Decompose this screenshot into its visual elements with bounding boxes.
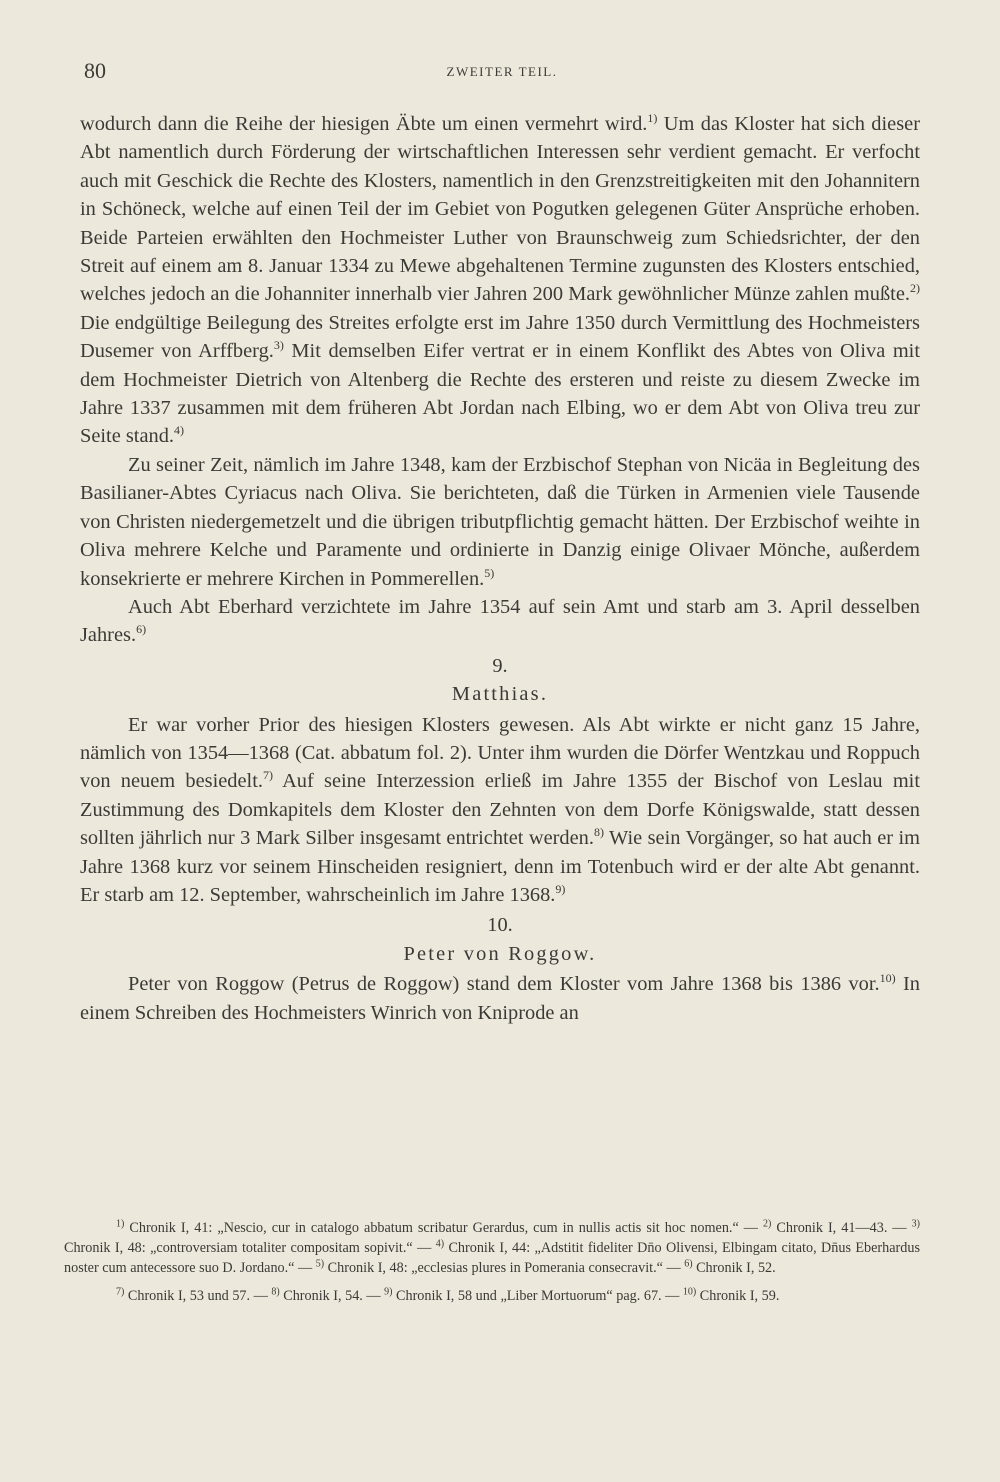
footnote-marker: 9) xyxy=(384,1286,393,1298)
text-run: Chronik I, 41—43. — xyxy=(771,1220,912,1236)
section-title: Peter von Roggow. xyxy=(403,942,597,965)
section-title: Matthias. xyxy=(451,683,549,706)
footnote-reference: 8) xyxy=(593,825,604,840)
footnote-group xyxy=(64,1218,920,1306)
page-header xyxy=(84,58,920,88)
text-run: Chronik I, 53 und 57. — xyxy=(124,1288,272,1304)
text-run: Chronik I, 54. — xyxy=(279,1288,385,1304)
text-run: Chronik I, 48: „controversiam totaliter compositam sopivit.“ — xyxy=(64,1240,436,1256)
text-run: Auch Abt Eberhard verzichtete im Jahre 1354 auf sein Amt und starb am 3. April desselben Jahres. xyxy=(80,595,920,647)
text-run: Mit demselben Eifer vertrat er in einem Konflikt des Abtes von Oliva mit dem Hochmeister Dietrich von Altenberg die Rechte des ersteren und reiste zu diesem Zwecke im Jahre 1337 zusammen mit dem früheren Abt Jordan nach Elbing, wo er dem Abt von Oliva treu zur Seite stand. xyxy=(80,340,921,448)
footnote-marker: 8) xyxy=(271,1286,280,1298)
footnote-block xyxy=(64,1218,920,1278)
text-run: Chronik I, 41: „Nescio, cur in catalogo abbatum scribatur Gerardus, cum in nullis actis sit hoc nomen.“ — xyxy=(124,1220,764,1236)
footnote-reference: 2) xyxy=(910,281,920,296)
footnote-marker: 6) xyxy=(684,1258,693,1270)
footnotes xyxy=(64,1218,920,1314)
footnote-marker: 4) xyxy=(435,1238,445,1250)
section-number: 10. xyxy=(487,914,513,937)
paragraph xyxy=(80,711,920,910)
text-run: Chronik I, 44: „Adstitit fideliter Dn̄o Olivensi, Elbingam citato, Dn̄us Eberhardus noster cum antecessore suo D. Jordano.“ — xyxy=(64,1240,920,1276)
paragraph-group-1 xyxy=(80,110,920,650)
paragraph-group-2 xyxy=(80,711,920,910)
text-run: Auf seine Interzession erließ im Jahre 1355 der Bischof von Leslau mit Zustimmung des Domkapitels dem Kloster den Zehnten von dem Dorfe Königswalde, statt dessen sollten jährlich nur 3 Mark Silber insgesamt entrichtet werden. xyxy=(80,770,921,850)
text-run: Um das Kloster hat sich dieser Abt namentlich durch Förderung der wirtschaftlichen Interessen sehr verdient gemacht. Er verfocht auch mit Geschick die Rechte des Klosters, namentlich in den Grenzstreitigkeiten mit den Johannitern in Schöneck, welche auf einen Teil der im Gebiet von Pogutken gelegenen Güter Ansprüche erhoben. Beide Parteien erwählten den Hochmeister Luther von Braunschweig zum Schiedsrichter, der den Streit auf einem am 8. Januar 1334 zu Mewe abgehaltenen Termine zugunsten des Klosters entschied, welches jedoch an die Johanniter innerhalb vier Jahren 200 Mark gewöhnlicher Münze zahlen mußte. xyxy=(80,113,920,306)
footnote-marker: 5) xyxy=(315,1258,325,1270)
footnote-reference: 3) xyxy=(273,338,284,353)
paragraph xyxy=(80,451,920,593)
footnote-reference: 5) xyxy=(484,565,495,580)
footnote-marker: 3) xyxy=(911,1218,920,1230)
paragraph xyxy=(80,593,920,650)
footnote-marker: 1) xyxy=(116,1218,125,1230)
paragraph-group-3 xyxy=(80,970,920,1027)
running-head: ZWEITER TEIL. xyxy=(446,64,558,79)
footnote-marker: 10) xyxy=(682,1286,697,1298)
footnote-marker: 7) xyxy=(116,1286,125,1298)
page-number: 80 xyxy=(84,58,106,83)
section-number: 9. xyxy=(492,654,508,677)
footnote-marker: 2) xyxy=(763,1218,772,1230)
body-text xyxy=(80,110,920,1027)
text-run: Er war vorher Prior des hiesigen Klosters gewesen. Als Abt wirkte er nicht ganz 15 Jahre, nämlich von 1354—1368 (Cat. abbatum fol. 2). Unter ihm wurden die Dörfer Wentzkau und Roppuch von neuem besiedelt. xyxy=(80,713,920,793)
footnote-block xyxy=(64,1286,920,1306)
text-run: Peter von Roggow (Petrus de Roggow) stand dem Kloster vom Jahre 1368 bis 1386 vor. xyxy=(128,973,880,996)
paragraph xyxy=(80,970,920,1027)
paragraph xyxy=(80,110,920,451)
text-run: Wie sein Vorgänger, so hat auch er im Jahre 1368 kurz vor seinem Hinscheiden resigniert, denn im Totenbuch wird er der alte Abt genannt. Er starb am 12. September, wahrscheinlich im Jahre 1368. xyxy=(80,827,920,906)
text-run: Chronik I, 59. xyxy=(696,1288,780,1304)
text-run: Die endgültige Beilegung des Streites erfolgte erst im Jahre 1350 durch Vermittlung des Hochmeisters Dusemer von Arffberg. xyxy=(80,311,920,363)
footnote-reference: 4) xyxy=(174,423,185,438)
footnote xyxy=(64,1218,920,1278)
footnote-reference: 1) xyxy=(647,111,658,126)
text-run: Zu seiner Zeit, nämlich im Jahre 1348, kam der Erzbischof Stephan von Nicäa in Begleitung des Basilianer-Abtes Cyriacus nach Oliva. Sie berichteten, daß die Türken in Armenien viele Tausende von Christen niedergemetzelt und die übrigen tributpflichtig gemacht hätten. Der Erzbischof weihte in Oliva mehrere Kelche und Paramente und ordinierte in Danzig einige Olivaer Mönche, außerdem konsekrierte er mehrere Kirchen in Pommerellen. xyxy=(80,453,920,590)
text-run: Chronik I, 48: „ecclesias plures in Pomerania consecravit.“ — xyxy=(324,1260,685,1276)
footnote-reference: 7) xyxy=(262,768,273,783)
text-run: Chronik I, 52. xyxy=(692,1260,776,1276)
text-run: In einem Schreiben des Hochmeisters Winrich von Kniprode an xyxy=(80,973,920,1024)
text-run: wodurch dann die Reihe der hiesigen Äbte um einen vermehrt wird. xyxy=(80,113,648,135)
footnote-reference: 10) xyxy=(879,971,896,986)
footnote-reference: 9) xyxy=(555,882,566,897)
footnote-reference: 6) xyxy=(136,622,147,637)
footnote xyxy=(64,1286,920,1306)
text-run: Chronik I, 58 und „Liber Mortuorum“ pag. 67. — xyxy=(392,1288,683,1304)
